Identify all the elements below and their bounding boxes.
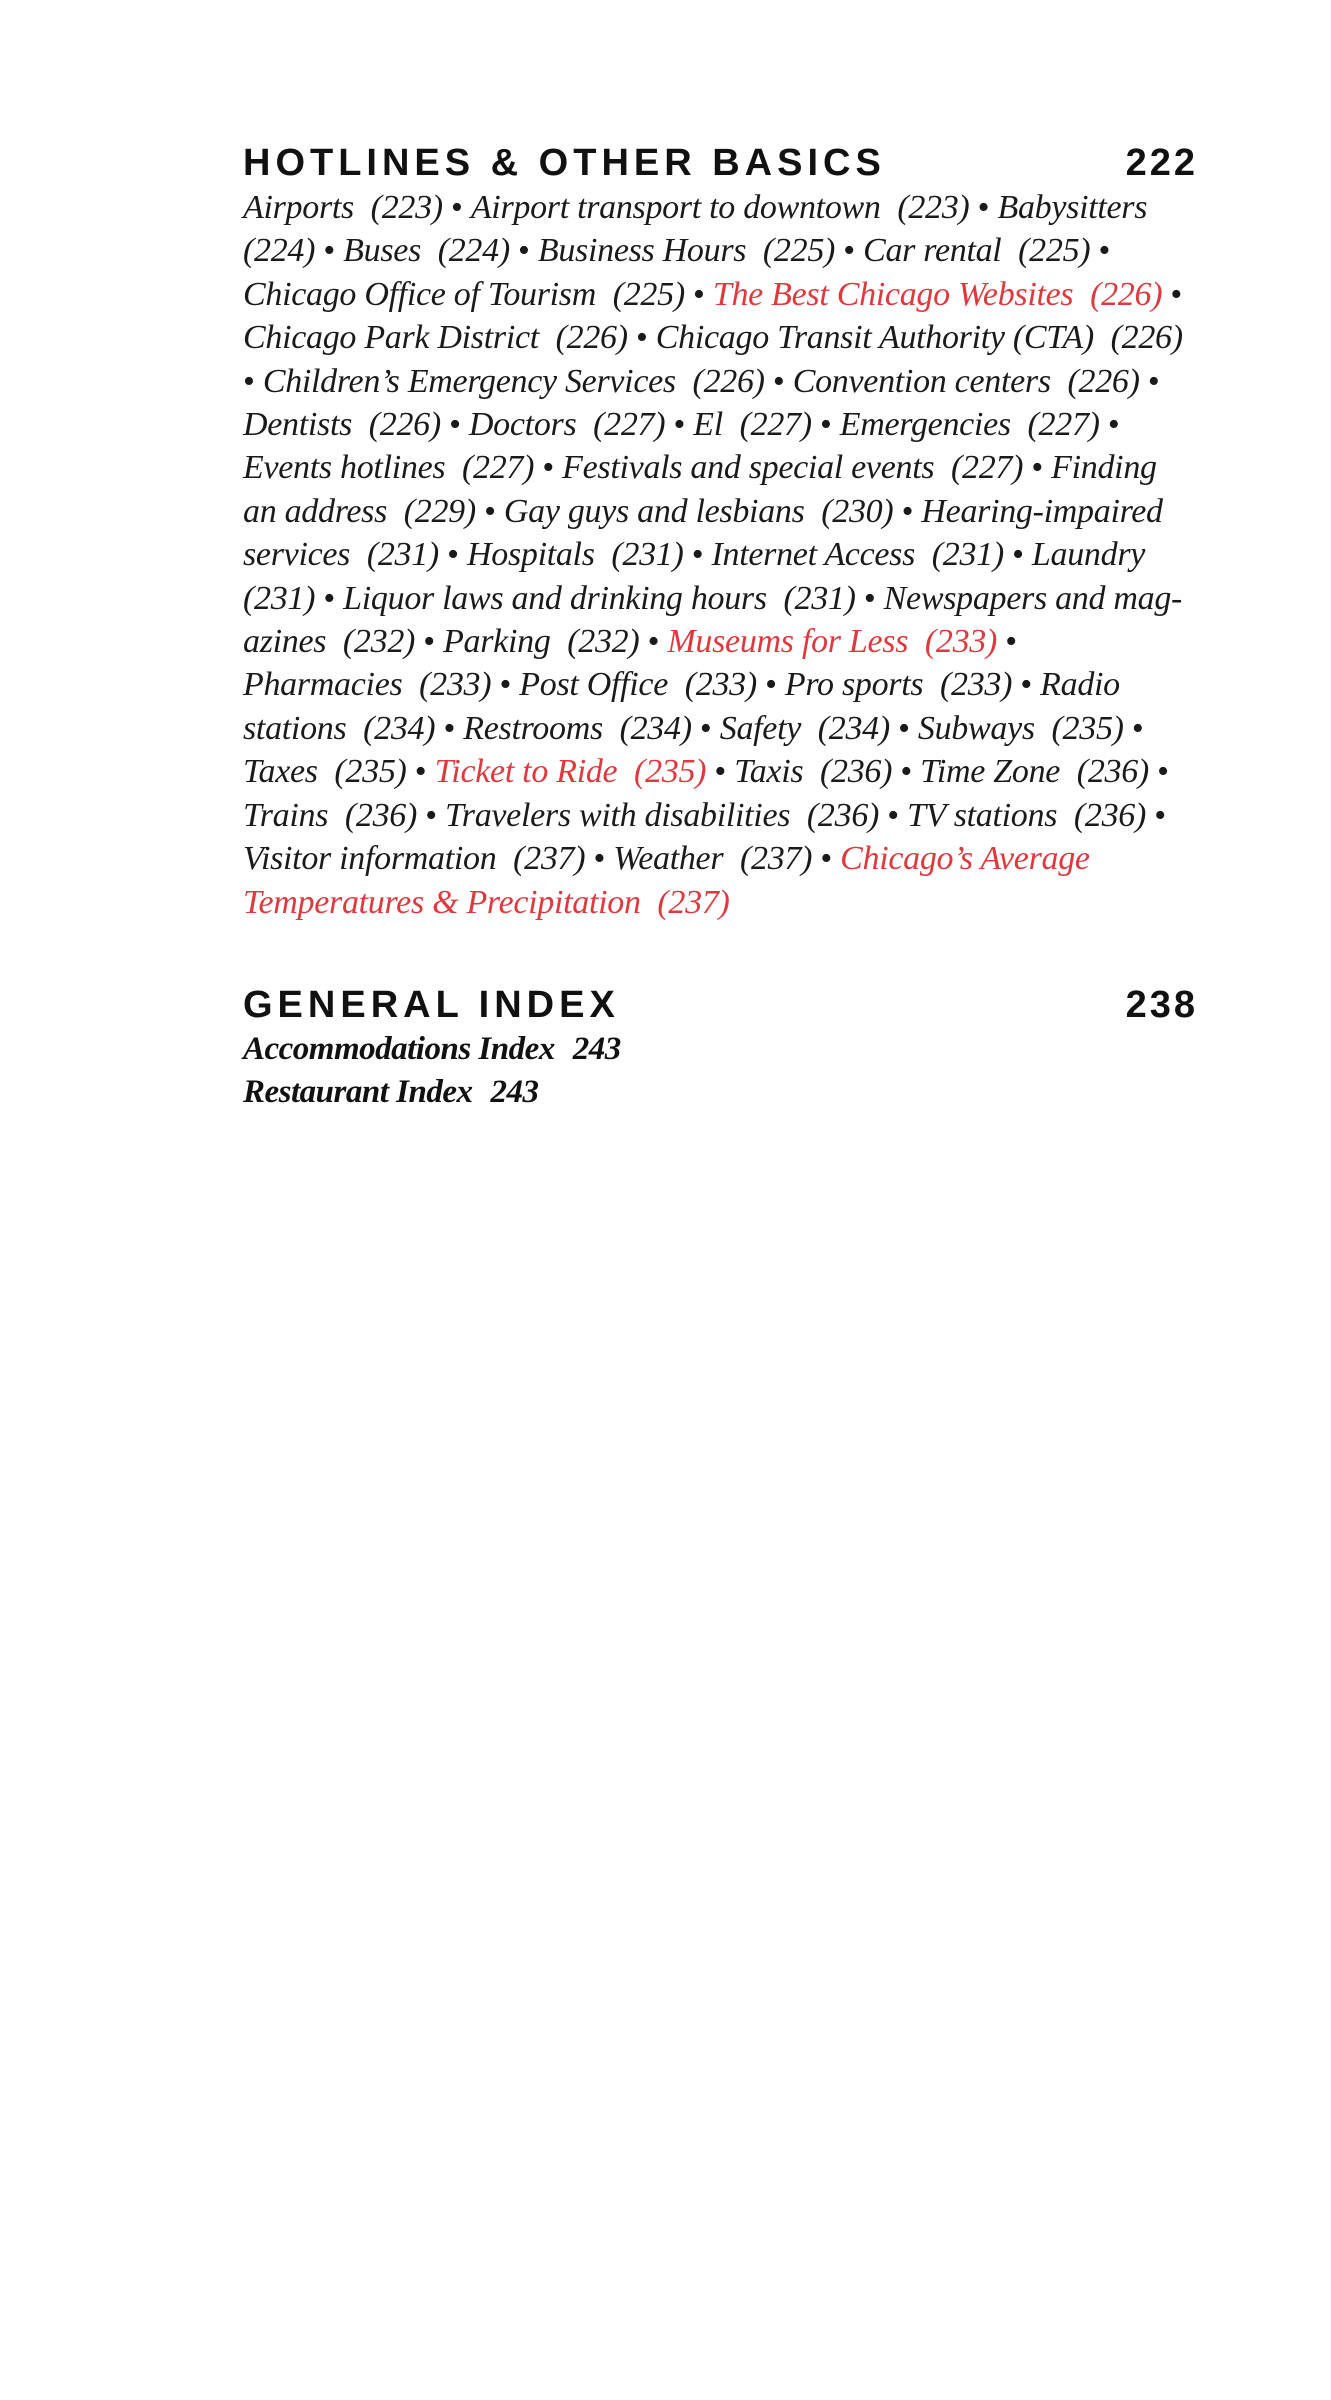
- entry-page: (226): [1067, 362, 1140, 400]
- entry-page: (227): [593, 406, 666, 444]
- bullet-separator: •: [442, 189, 471, 226]
- entry-page: (226): [1110, 319, 1183, 357]
- entry-label: Liquor laws and drinking hours: [343, 579, 767, 617]
- entry-label: Convention centers: [792, 362, 1051, 400]
- entry-label: Time Zone: [920, 753, 1061, 791]
- bullet-separator: •: [879, 796, 908, 834]
- entry-page: (233): [940, 666, 1013, 704]
- bullet-separator: •: [1146, 796, 1166, 834]
- entry-page: (236): [806, 796, 880, 834]
- bullet-separator: •: [997, 623, 1017, 661]
- bullet-separator: •: [534, 449, 563, 487]
- entry-label: Safety: [719, 709, 802, 747]
- index-entry: [463, 710, 691, 747]
- entry-page: (234): [817, 709, 890, 747]
- entry-label: El: [693, 406, 723, 444]
- bullet-separator: •: [1123, 709, 1144, 747]
- entry-page: (237): [657, 883, 730, 921]
- entry-page: (236): [1076, 753, 1149, 791]
- entry-page: (235): [634, 753, 707, 791]
- bullet-separator: •: [315, 579, 344, 617]
- bullet-separator: •: [683, 536, 712, 574]
- index-page: 243: [572, 1030, 621, 1067]
- entry-label: Internet Access: [711, 536, 916, 574]
- entry-label: Events hotlines: [243, 449, 446, 487]
- entry-page: (224): [437, 232, 510, 270]
- hotlines-entry-list: [243, 186, 1198, 924]
- entry-page: (227): [739, 406, 812, 444]
- index-label: Restaurant Index: [243, 1073, 473, 1110]
- index-entry: [519, 666, 757, 703]
- entry-label: Business Hours: [537, 232, 747, 270]
- highlighted-entry: [435, 753, 707, 790]
- entry-label: Parking: [443, 623, 551, 661]
- entry-label: TV stations: [907, 796, 1058, 834]
- entry-page: (236): [819, 753, 893, 791]
- entry-label: The Best Chicago Websites: [712, 275, 1074, 313]
- index-entry: [263, 363, 765, 400]
- highlighted-entry: [713, 276, 1162, 313]
- entry-label: Visitor information: [243, 840, 497, 878]
- entry-label: Children’s Emergency Services: [262, 362, 676, 400]
- entry-page: (224): [243, 232, 316, 270]
- entry-label: Chicago’s Average Temperatures & Precipitation: [243, 840, 1090, 921]
- entry-page: (231): [611, 536, 684, 574]
- bullet-separator: •: [491, 666, 520, 704]
- section-heading-hotlines: [243, 140, 1198, 186]
- bullet-separator: •: [812, 840, 841, 878]
- index-entry: [656, 319, 1183, 356]
- index-entry: [343, 232, 510, 269]
- entry-label: Taxes: [243, 753, 318, 791]
- index-entry: [243, 189, 443, 226]
- bullet-separator: •: [665, 406, 694, 444]
- index-label: Accommodations Index: [243, 1030, 555, 1067]
- entry-label: Hospitals: [466, 536, 595, 574]
- entry-label: Chicago Park District: [243, 319, 539, 357]
- highlighted-entry: [667, 623, 997, 660]
- bullet-separator: •: [639, 623, 668, 661]
- entry-page: (225): [612, 275, 685, 313]
- entry-page: (226): [1090, 275, 1163, 313]
- entry-label: Newspapers and mag-azines: [243, 579, 1183, 661]
- entry-label: Laundry: [1031, 536, 1146, 574]
- index-page: 243: [490, 1073, 539, 1110]
- bullet-separator: •: [1090, 232, 1111, 270]
- entry-page: (227): [950, 449, 1024, 487]
- bullet-separator: •: [1012, 666, 1041, 704]
- index-entry: [920, 753, 1149, 790]
- entry-label: Trains: [243, 796, 329, 834]
- restaurant-index-entry: [243, 1071, 1198, 1114]
- bullet-separator: •: [1162, 275, 1183, 313]
- entry-page: (233): [419, 666, 492, 704]
- bullet-separator: •: [889, 709, 918, 747]
- bullet-separator: •: [435, 709, 464, 747]
- entry-label: Finding an address: [243, 449, 1157, 530]
- index-entry: [504, 493, 893, 530]
- entry-page: (227): [462, 449, 535, 487]
- bullet-separator: •: [438, 536, 467, 574]
- entry-page: (229): [403, 492, 476, 530]
- entry-label: Travelers with disabilities: [445, 796, 791, 834]
- index-entry: [734, 753, 892, 790]
- entry-page: (231): [931, 536, 1004, 574]
- section-heading-general-index: [243, 982, 1198, 1028]
- entry-page: (237): [739, 840, 813, 878]
- entry-page: (233): [684, 666, 757, 704]
- entry-label: Gay guys and lesbians: [503, 492, 805, 530]
- entry-label: Weather: [613, 840, 724, 878]
- bullet-separator: •: [475, 492, 504, 530]
- entry-label: Car rental: [863, 232, 1002, 270]
- bullet-separator: •: [684, 275, 713, 313]
- index-entry: [840, 406, 1100, 443]
- entry-page: (234): [363, 709, 436, 747]
- entry-label: Chicago Office of Tourism: [243, 275, 596, 313]
- entry-page: (223): [897, 189, 970, 226]
- bullet-separator: •: [1139, 362, 1160, 400]
- entry-label: Taxis: [734, 753, 804, 791]
- bullet-separator: •: [756, 666, 785, 704]
- bullet-separator: •: [835, 232, 864, 270]
- entry-label: Chicago Transit Authority (CTA): [655, 319, 1094, 357]
- index-entry: [712, 536, 1004, 573]
- entry-page: (235): [334, 753, 407, 791]
- entry-page: (232): [342, 623, 416, 661]
- index-entry: [720, 710, 890, 747]
- section-title: HOTLINES & OTHER BASICS: [243, 142, 886, 184]
- entry-page: (226): [692, 362, 765, 400]
- entry-label: Airports: [243, 189, 354, 226]
- index-entry: [793, 363, 1140, 400]
- bullet-separator: •: [764, 362, 793, 400]
- entry-page: (235): [1051, 709, 1124, 747]
- bullet-separator: •: [892, 753, 921, 791]
- entry-page: (231): [243, 579, 316, 617]
- entry-label: Emergencies: [839, 406, 1011, 444]
- bullet-separator: •: [585, 840, 614, 878]
- index-entry: [243, 753, 407, 790]
- bullet-separator: •: [855, 579, 884, 617]
- entry-label: Museums for Less: [667, 623, 909, 661]
- entry-label: Buses: [343, 232, 421, 270]
- section-title: GENERAL INDEX: [243, 983, 620, 1026]
- bullet-separator: •: [1148, 753, 1169, 791]
- bullet-separator: •: [406, 753, 435, 791]
- index-entry: [863, 232, 1090, 269]
- bullet-separator: •: [706, 753, 735, 791]
- entry-page: (231): [783, 579, 856, 617]
- entry-page: (226): [555, 319, 628, 357]
- index-entry: [907, 797, 1146, 834]
- bullet-separator: •: [509, 232, 538, 270]
- bullet-separator: •: [417, 796, 446, 834]
- entry-page: (234): [619, 709, 692, 747]
- index-entry: [243, 840, 585, 877]
- entry-page: (236): [1073, 796, 1146, 834]
- section-spacer: [243, 924, 1198, 982]
- entry-page: (225): [762, 232, 836, 270]
- bullet-separator: •: [811, 406, 840, 444]
- index-entry: [243, 406, 441, 443]
- bullet-separator: •: [415, 623, 444, 661]
- entry-label: Restrooms: [463, 709, 603, 747]
- entry-label: Pro sports: [784, 666, 924, 704]
- bullet-separator: •: [1023, 449, 1052, 487]
- index-entry: [785, 666, 1012, 703]
- index-entry: [613, 840, 812, 877]
- entry-page: (227): [1027, 406, 1100, 444]
- index-entry: [243, 666, 491, 703]
- bullet-separator: •: [969, 189, 998, 226]
- index-entry: [343, 580, 855, 617]
- entry-label: Ticket to Ride: [434, 753, 618, 791]
- index-entry: [243, 449, 534, 486]
- index-entry: [538, 232, 835, 269]
- entry-label: Subways: [917, 709, 1035, 747]
- bullet-separator: •: [691, 709, 720, 747]
- entry-label: Hearing-impaired services: [243, 492, 1163, 574]
- index-entry: [467, 536, 684, 573]
- entry-page: (223): [370, 189, 443, 226]
- section-page-number: 222: [1125, 142, 1198, 184]
- bullet-separator: •: [1099, 406, 1120, 444]
- index-entry: [443, 623, 639, 660]
- entry-label: Post Office: [519, 666, 669, 704]
- accommodations-index-entry: [243, 1028, 1198, 1071]
- entry-page: (232): [567, 623, 640, 661]
- entry-page: (233): [924, 623, 998, 661]
- entry-label: Festivals and special events: [562, 449, 935, 487]
- entry-label: Airport transport to downtown: [470, 189, 881, 226]
- entry-page: (225): [1018, 232, 1091, 270]
- index-entry: [445, 797, 879, 834]
- entry-page: (236): [344, 796, 418, 834]
- bullet-separator: •: [315, 232, 344, 270]
- entry-page: (230): [821, 492, 894, 530]
- entry-label: Doctors: [468, 406, 577, 444]
- index-entry: [469, 406, 665, 443]
- entry-page: (231): [366, 536, 439, 574]
- entry-label: Radio stations: [243, 666, 1120, 747]
- table-of-contents-page: [243, 140, 1198, 1114]
- section-page-number: 238: [1125, 983, 1198, 1026]
- index-entry: [243, 797, 417, 834]
- bullet-separator: •: [627, 319, 656, 357]
- entry-label: Dentists: [243, 406, 353, 444]
- bullet-separator: •: [440, 406, 469, 444]
- index-entry: [243, 276, 685, 313]
- bullet-separator: •: [893, 492, 922, 530]
- index-entry: [562, 449, 1023, 486]
- entry-label: Pharmacies: [243, 666, 403, 704]
- index-entry: [471, 189, 970, 226]
- index-entry: [243, 319, 628, 356]
- entry-page: (226): [368, 406, 441, 444]
- index-entry: [693, 406, 811, 443]
- entry-page: (237): [513, 840, 586, 878]
- entry-label: Babysitters: [997, 189, 1148, 226]
- bullet-separator: •: [243, 362, 263, 400]
- index-entry: [918, 710, 1124, 747]
- bullet-separator: •: [1003, 536, 1032, 574]
